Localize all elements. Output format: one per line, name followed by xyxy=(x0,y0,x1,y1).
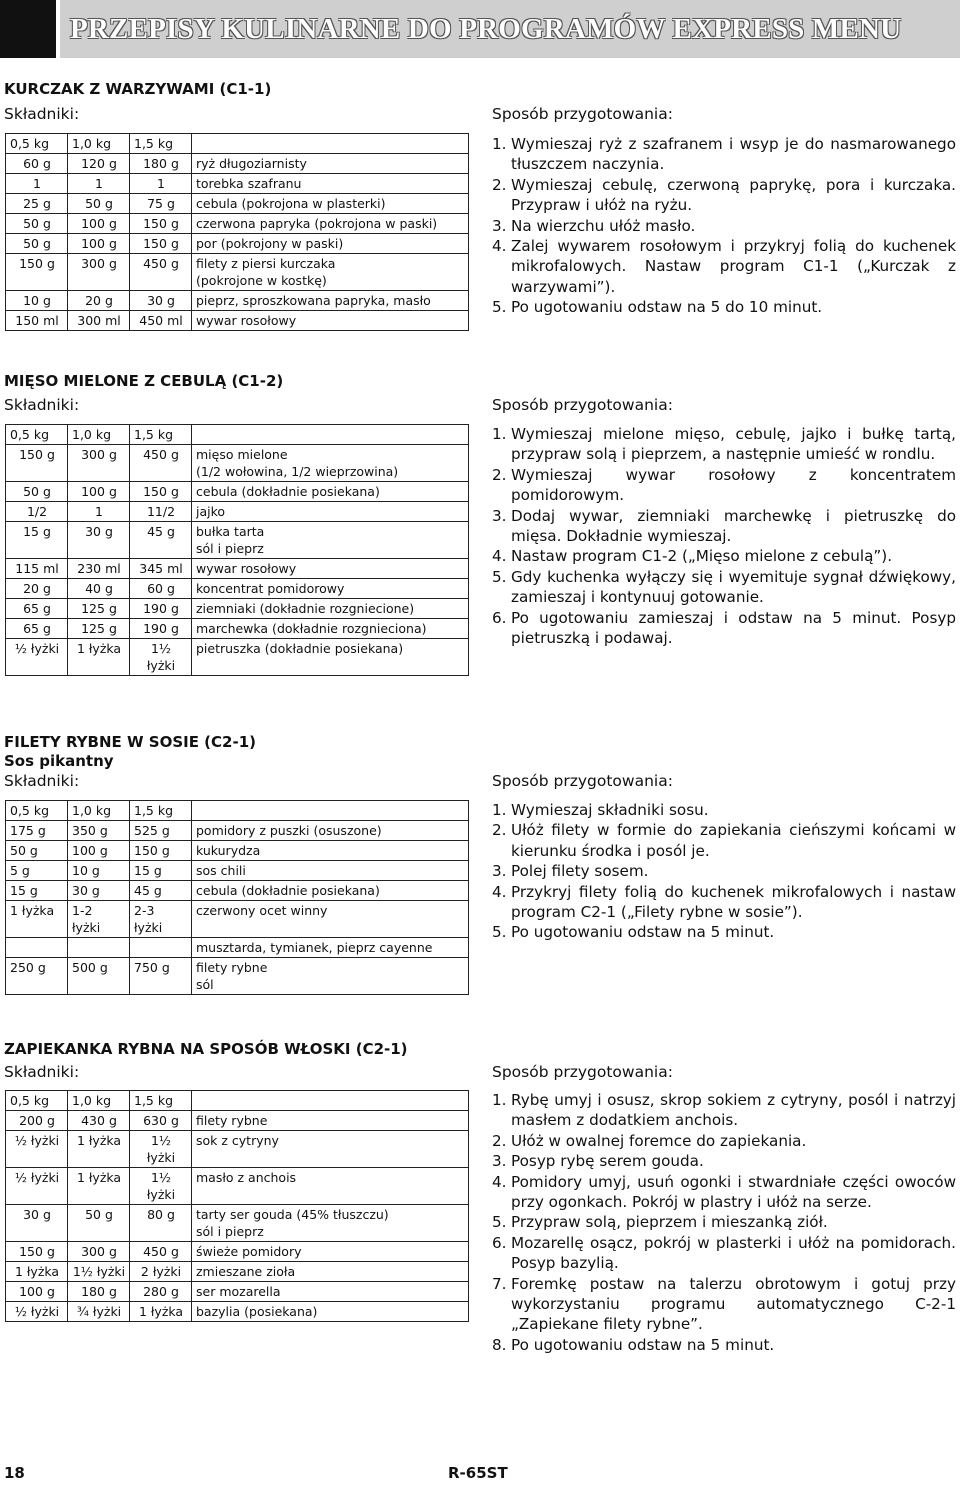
method-step xyxy=(492,861,956,881)
table-row xyxy=(6,291,469,311)
ingredient-cell: masło z anchois xyxy=(192,1168,469,1205)
quantity-cell: 1 xyxy=(68,502,130,522)
page-header xyxy=(0,0,960,58)
quantity-cell: 65 g xyxy=(6,599,68,619)
table-row xyxy=(6,821,469,841)
method-step xyxy=(492,1090,956,1131)
table-row xyxy=(6,311,469,331)
method-label: Sposób przygotowania: xyxy=(492,772,673,790)
quantity-cell: 15 g xyxy=(130,861,192,881)
recipe-title: MIĘSO MIELONE Z CEBULĄ (C1-2) xyxy=(4,372,284,390)
quantity-cell: ½ łyżki xyxy=(6,1302,68,1322)
page-number: 18 xyxy=(4,1464,25,1482)
quantity-cell: 20 g xyxy=(6,579,68,599)
weight-header: 1,5 kg xyxy=(130,134,192,154)
quantity-cell: 100 g xyxy=(6,1282,68,1302)
recipe-title: FILETY RYBNE W SOSIE (C2-1) xyxy=(4,733,256,751)
step-text: Po ugotowaniu zamieszaj i odstaw na 5 minut. Posyp pietruszką i podawaj. xyxy=(511,608,956,648)
quantity-cell: 50 g xyxy=(6,841,68,861)
quantity-cell: 30 g xyxy=(130,291,192,311)
table-header-row xyxy=(6,1091,469,1111)
quantity-cell: 1 xyxy=(68,174,130,194)
ingredient-cell: sos chili xyxy=(192,861,469,881)
method-step xyxy=(492,546,956,566)
table-row xyxy=(6,938,469,958)
ingredient-cell: pomidory z puszki (osuszone) xyxy=(192,821,469,841)
method-step xyxy=(492,1274,956,1335)
ingredient-cell: torebka szafranu xyxy=(192,174,469,194)
weight-header: 0,5 kg xyxy=(6,134,68,154)
quantity-cell: 15 g xyxy=(6,881,68,901)
table-row xyxy=(6,881,469,901)
recipe-title: ZAPIEKANKA RYBNA NA SPOSÓB WŁOSKI (C2-1) xyxy=(4,1040,408,1058)
quantity-cell: ½ łyżki xyxy=(6,1131,68,1168)
table-row xyxy=(6,502,469,522)
quantity-cell: 45 g xyxy=(130,522,192,559)
quantity-cell: 15 g xyxy=(6,522,68,559)
table-header-row xyxy=(6,425,469,445)
ingredient-cell: musztarda, tymianek, pieprz cayenne xyxy=(192,938,469,958)
quantity-cell: 150 g xyxy=(130,841,192,861)
quantity-cell: 150 g xyxy=(130,482,192,502)
table-row xyxy=(6,841,469,861)
quantity-cell: 60 g xyxy=(130,579,192,599)
quantity-cell: 30 g xyxy=(6,1205,68,1242)
step-text: Foremkę postaw na talerzu obrotowym i gotuj przy wykorzystaniu programu automatycznego C-2-1 „Zapiekane filety rybne”. xyxy=(511,1274,956,1334)
method-step xyxy=(492,820,956,861)
step-number: 3. xyxy=(492,1152,507,1171)
quantity-cell: 45 g xyxy=(130,881,192,901)
ingredient-cell: filety rybne sól xyxy=(192,958,469,995)
quantity-cell: 345 ml xyxy=(130,559,192,579)
quantity-cell: 50 g xyxy=(68,194,130,214)
quantity-cell: 150 g xyxy=(130,234,192,254)
quantity-cell: ¾ łyżki xyxy=(68,1302,130,1322)
quantity-cell: 1 łyżka xyxy=(68,639,130,676)
ingredients-label: Składniki: xyxy=(4,772,80,790)
ingredient-cell: wywar rosołowy xyxy=(192,311,469,331)
table-row xyxy=(6,445,469,482)
ingredient-cell: świeże pomidory xyxy=(192,1242,469,1262)
table-row xyxy=(6,1111,469,1131)
quantity-cell: 180 g xyxy=(68,1282,130,1302)
step-text: Wymieszaj wywar rosołowy z koncentratem pomidorowym. xyxy=(511,465,956,505)
step-text: Na wierzchu ułóż masło. xyxy=(511,216,696,235)
method-step xyxy=(492,882,956,923)
quantity-cell: 10 g xyxy=(6,291,68,311)
step-number: 3. xyxy=(492,216,507,235)
weight-header: 1,0 kg xyxy=(68,134,130,154)
table-row xyxy=(6,639,469,676)
quantity-cell: 1½ łyżki xyxy=(130,1131,192,1168)
table-row xyxy=(6,174,469,194)
quantity-cell xyxy=(68,938,130,958)
ingredient-cell: pieprz, sproszkowana papryka, masło xyxy=(192,291,469,311)
quantity-cell: 1 xyxy=(6,174,68,194)
table-row xyxy=(6,1262,469,1282)
quantity-cell: 525 g xyxy=(130,821,192,841)
quantity-cell: 450 g xyxy=(130,445,192,482)
quantity-cell: 100 g xyxy=(68,482,130,502)
method-step xyxy=(492,567,956,608)
quantity-cell: 60 g xyxy=(6,154,68,174)
method-step xyxy=(492,1151,956,1171)
page-title: PRZEPISY KULINARNE DO PROGRAMÓW EXPRESS MENU xyxy=(60,0,960,58)
method-step xyxy=(492,216,956,236)
step-number: 1. xyxy=(492,1091,507,1109)
table-row xyxy=(6,599,469,619)
table-row xyxy=(6,1205,469,1242)
step-number: 2. xyxy=(492,465,507,484)
quantity-cell: 50 g xyxy=(68,1205,130,1242)
ingredient-cell: czerwona papryka (pokrojona w paski) xyxy=(192,214,469,234)
step-number: 3. xyxy=(492,862,507,881)
quantity-cell: 190 g xyxy=(130,619,192,639)
quantity-cell: 75 g xyxy=(130,194,192,214)
step-number: 1. xyxy=(492,801,507,819)
ingredient-cell: filety rybne xyxy=(192,1111,469,1131)
weight-header: 1,5 kg xyxy=(130,801,192,821)
ingredient-cell: cebula (dokładnie posiekana) xyxy=(192,881,469,901)
step-text: Mozarellę osącz, pokrój w plasterki i ułóż na pomidorach. Posyp bazylią. xyxy=(511,1233,956,1273)
weight-header: 0,5 kg xyxy=(6,425,68,445)
ingredient-cell: koncentrat pomidorowy xyxy=(192,579,469,599)
quantity-cell xyxy=(130,938,192,958)
quantity-cell: 20 g xyxy=(68,291,130,311)
ingredients-table xyxy=(5,133,469,331)
quantity-cell: 300 g xyxy=(68,445,130,482)
quantity-cell: 190 g xyxy=(130,599,192,619)
table-row xyxy=(6,194,469,214)
step-number: 1. xyxy=(492,425,507,443)
weight-header: 1,5 kg xyxy=(130,1091,192,1111)
quantity-cell: 150 ml xyxy=(6,311,68,331)
ingredient-cell: ziemniaki (dokładnie rozgniecione) xyxy=(192,599,469,619)
quantity-cell: 430 g xyxy=(68,1111,130,1131)
quantity-cell: 1½ łyżki xyxy=(130,639,192,676)
weight-header: 1,0 kg xyxy=(68,425,130,445)
table-row xyxy=(6,901,469,938)
step-text: Gdy kuchenka wyłączy się i wyemituje sygnał dźwiękowy, zamieszaj i kontynuuj gotowanie. xyxy=(511,567,956,607)
step-text: Nastaw program C1-2 („Mięso mielone z cebulą”). xyxy=(511,547,893,566)
table-row xyxy=(6,214,469,234)
step-text: Ułóż filety w formie do zapiekania cieńszymi końcami w kierunku środka i posól je. xyxy=(511,821,956,860)
table-row xyxy=(6,1282,469,1302)
step-text: Wymieszaj składniki sosu. xyxy=(511,801,709,819)
quantity-cell: 115 ml xyxy=(6,559,68,579)
quantity-cell: 150 g xyxy=(6,1242,68,1262)
step-number: 1. xyxy=(492,135,507,153)
quantity-cell: 300 g xyxy=(68,254,130,291)
ingredient-cell: ryż długoziarnisty xyxy=(192,154,469,174)
ingredient-cell: sok z cytryny xyxy=(192,1131,469,1168)
ingredient-cell: filety z piersi kurczaka (pokrojone w kostkę) xyxy=(192,254,469,291)
weight-header: 1,0 kg xyxy=(68,801,130,821)
step-number: 5. xyxy=(492,923,507,942)
quantity-cell: 1 łyżka xyxy=(6,901,68,938)
step-text: Po ugotowaniu odstaw na 5 minut. xyxy=(511,1335,775,1354)
step-number: 4. xyxy=(492,237,507,256)
weight-header: 0,5 kg xyxy=(6,1091,68,1111)
step-number: 2. xyxy=(492,1131,507,1150)
quantity-cell: 125 g xyxy=(68,619,130,639)
table-row xyxy=(6,234,469,254)
quantity-cell: 450 ml xyxy=(130,311,192,331)
ingredient-cell: marchewka (dokładnie rozgnieciona) xyxy=(192,619,469,639)
ingredient-cell: cebula (dokładnie posiekana) xyxy=(192,482,469,502)
quantity-cell: 1 łyżka xyxy=(130,1302,192,1322)
quantity-cell: 180 g xyxy=(130,154,192,174)
ingredients-label: Składniki: xyxy=(4,1063,80,1081)
quantity-cell: 11/2 xyxy=(130,502,192,522)
quantity-cell: 230 ml xyxy=(68,559,130,579)
quantity-cell: 50 g xyxy=(6,482,68,502)
method-step xyxy=(492,1233,956,1274)
method-step xyxy=(492,175,956,216)
step-text: Wymieszaj ryż z szafranem i wsyp je do nasmarowanego tłuszczem naczynia. xyxy=(511,135,956,174)
quantity-cell: 1 łyżka xyxy=(68,1131,130,1168)
step-number: 8. xyxy=(492,1335,507,1354)
step-number: 7. xyxy=(492,1274,507,1293)
method-step xyxy=(492,1335,956,1355)
ingredient-cell: czerwony ocet winny xyxy=(192,901,469,938)
quantity-cell: 750 g xyxy=(130,958,192,995)
table-row xyxy=(6,254,469,291)
step-text: Rybę umyj i osusz, skrop sokiem z cytryny, posól i natrzyj masłem z dodatkiem anchois. xyxy=(511,1091,956,1130)
step-text: Pomidory umyj, usuń ogonki i stwardniałe części owoców przy ogonkach. Pokrój w plastry i ułóż na serze. xyxy=(511,1172,956,1212)
header-black-block xyxy=(0,0,56,58)
step-text: Wymieszaj cebulę, czerwoną paprykę, pora i kurczaka. Przypraw i ułóż na ryżu. xyxy=(511,175,956,215)
method-step xyxy=(492,1172,956,1213)
ingredient-cell: ser mozarella xyxy=(192,1282,469,1302)
table-header-row xyxy=(6,801,469,821)
table-row xyxy=(6,522,469,559)
ingredient-cell: cebula (pokrojona w plasterki) xyxy=(192,194,469,214)
quantity-cell: 30 g xyxy=(68,881,130,901)
step-number: 5. xyxy=(492,298,507,317)
quantity-cell: 450 g xyxy=(130,254,192,291)
quantity-cell: 50 g xyxy=(6,234,68,254)
quantity-cell: 175 g xyxy=(6,821,68,841)
quantity-cell: 1½ łyżki xyxy=(130,1168,192,1205)
method-step xyxy=(492,922,956,942)
quantity-cell xyxy=(6,938,68,958)
quantity-cell: 125 g xyxy=(68,599,130,619)
step-number: 6. xyxy=(492,608,507,627)
recipe-title: KURCZAK Z WARZYWAMI (C1-1) xyxy=(4,80,272,98)
ingredient-cell: wywar rosołowy xyxy=(192,559,469,579)
quantity-cell: 1 xyxy=(130,174,192,194)
quantity-cell: 100 g xyxy=(68,214,130,234)
ingredient-cell: bazylia (posiekana) xyxy=(192,1302,469,1322)
quantity-cell: 150 g xyxy=(6,254,68,291)
step-number: 3. xyxy=(492,506,507,525)
recipe-subtitle: Sos pikantny xyxy=(4,752,114,770)
table-row xyxy=(6,1168,469,1205)
method-label: Sposób przygotowania: xyxy=(492,1063,673,1081)
step-text: Po ugotowaniu odstaw na 5 minut. xyxy=(511,923,775,942)
method-steps xyxy=(492,424,956,648)
quantity-cell: 30 g xyxy=(68,522,130,559)
ingredient-cell: jajko xyxy=(192,502,469,522)
step-number: 4. xyxy=(492,1172,507,1191)
ingredient-cell: mięso mielone (1/2 wołowina, 1/2 wieprzowina) xyxy=(192,445,469,482)
ingredient-cell: tarty ser gouda (45% tłuszczu) sól i pieprz xyxy=(192,1205,469,1242)
step-number: 2. xyxy=(492,821,507,840)
ingredient-cell: pietruszka (dokładnie posiekana) xyxy=(192,639,469,676)
step-text: Przykryj filety folią do kuchenek mikrofalowych i nastaw program C2-1 („Filety rybne w sosie”). xyxy=(511,882,956,922)
quantity-cell: 280 g xyxy=(130,1282,192,1302)
table-row xyxy=(6,579,469,599)
quantity-cell: ½ łyżki xyxy=(6,1168,68,1205)
quantity-cell: 10 g xyxy=(68,861,130,881)
quantity-cell: 1½ łyżki xyxy=(68,1262,130,1282)
method-label: Sposób przygotowania: xyxy=(492,105,673,123)
step-text: Dodaj wywar, ziemniaki marchewkę i pietruszkę do mięsa. Dokładnie wymieszaj. xyxy=(511,506,956,546)
method-step xyxy=(492,1212,956,1232)
method-steps xyxy=(492,1090,956,1355)
quantity-cell: 120 g xyxy=(68,154,130,174)
step-text: Zalej wywarem rosołowym i przykryj folią do kuchenek mikrofalowych. Nastaw program C1-1 („Kurczak z warzywami”). xyxy=(511,237,956,296)
model-number: R-65ST xyxy=(448,1464,508,1482)
method-step xyxy=(492,506,956,547)
quantity-cell: ½ łyżki xyxy=(6,639,68,676)
weight-header: 0,5 kg xyxy=(6,801,68,821)
quantity-cell: 150 g xyxy=(6,445,68,482)
quantity-cell: 100 g xyxy=(68,841,130,861)
table-row xyxy=(6,559,469,579)
table-row xyxy=(6,1131,469,1168)
table-row xyxy=(6,958,469,995)
ingredient-cell: zmieszane zioła xyxy=(192,1262,469,1282)
ingredient-cell: kukurydza xyxy=(192,841,469,861)
quantity-cell: 40 g xyxy=(68,579,130,599)
step-text: Ułóż w owalnej foremce do zapiekania. xyxy=(511,1131,807,1150)
quantity-cell: 1/2 xyxy=(6,502,68,522)
method-step xyxy=(492,608,956,649)
table-row xyxy=(6,1242,469,1262)
step-number: 2. xyxy=(492,175,507,194)
quantity-cell: 350 g xyxy=(68,821,130,841)
step-number: 4. xyxy=(492,882,507,901)
quantity-cell: 1 łyżka xyxy=(6,1262,68,1282)
weight-header: 1,0 kg xyxy=(68,1091,130,1111)
ingredients-label: Składniki: xyxy=(4,105,80,123)
table-row xyxy=(6,619,469,639)
step-text: Wymieszaj mielone mięso, cebulę, jajko i bułkę tartą, przypraw solą i pieprzem, a następnie umieść w rondlu. xyxy=(511,425,956,464)
step-text: Posyp rybę serem gouda. xyxy=(511,1152,704,1171)
ingredients-table xyxy=(5,800,469,995)
quantity-cell: 5 g xyxy=(6,861,68,881)
quantity-cell: 25 g xyxy=(6,194,68,214)
step-number: 4. xyxy=(492,547,507,566)
method-step xyxy=(492,800,956,820)
method-step xyxy=(492,424,956,465)
method-step xyxy=(492,465,956,506)
table-row xyxy=(6,1302,469,1322)
quantity-cell: 65 g xyxy=(6,619,68,639)
table-row xyxy=(6,154,469,174)
method-step xyxy=(492,297,956,317)
quantity-cell: 2 łyżki xyxy=(130,1262,192,1282)
step-text: Przypraw solą, pieprzem i mieszanką ziół. xyxy=(511,1213,828,1232)
step-number: 6. xyxy=(492,1233,507,1252)
quantity-cell: 1-2 łyżki xyxy=(68,901,130,938)
step-number: 5. xyxy=(492,567,507,586)
ingredients-table xyxy=(5,1090,469,1322)
quantity-cell: 1 łyżka xyxy=(68,1168,130,1205)
ingredients-label: Składniki: xyxy=(4,396,80,414)
method-step xyxy=(492,134,956,175)
quantity-cell: 300 g xyxy=(68,1242,130,1262)
quantity-cell: 2-3 łyżki xyxy=(130,901,192,938)
method-steps xyxy=(492,800,956,943)
step-text: Po ugotowaniu odstaw na 5 do 10 minut. xyxy=(511,298,823,317)
ingredients-table xyxy=(5,424,469,676)
quantity-cell: 80 g xyxy=(130,1205,192,1242)
step-text: Polej filety sosem. xyxy=(511,862,649,881)
quantity-cell: 150 g xyxy=(130,214,192,234)
quantity-cell: 500 g xyxy=(68,958,130,995)
quantity-cell: 450 g xyxy=(130,1242,192,1262)
method-steps xyxy=(492,134,956,318)
ingredient-cell: por (pokrojony w paski) xyxy=(192,234,469,254)
table-row xyxy=(6,861,469,881)
quantity-cell: 100 g xyxy=(68,234,130,254)
ingredient-cell: bułka tarta sól i pieprz xyxy=(192,522,469,559)
weight-header: 1,5 kg xyxy=(130,425,192,445)
quantity-cell: 300 ml xyxy=(68,311,130,331)
method-step xyxy=(492,236,956,297)
method-step xyxy=(492,1131,956,1151)
quantity-cell: 630 g xyxy=(130,1111,192,1131)
method-label: Sposób przygotowania: xyxy=(492,396,673,414)
table-header-row xyxy=(6,134,469,154)
quantity-cell: 250 g xyxy=(6,958,68,995)
table-row xyxy=(6,482,469,502)
quantity-cell: 50 g xyxy=(6,214,68,234)
quantity-cell: 200 g xyxy=(6,1111,68,1131)
step-number: 5. xyxy=(492,1213,507,1232)
